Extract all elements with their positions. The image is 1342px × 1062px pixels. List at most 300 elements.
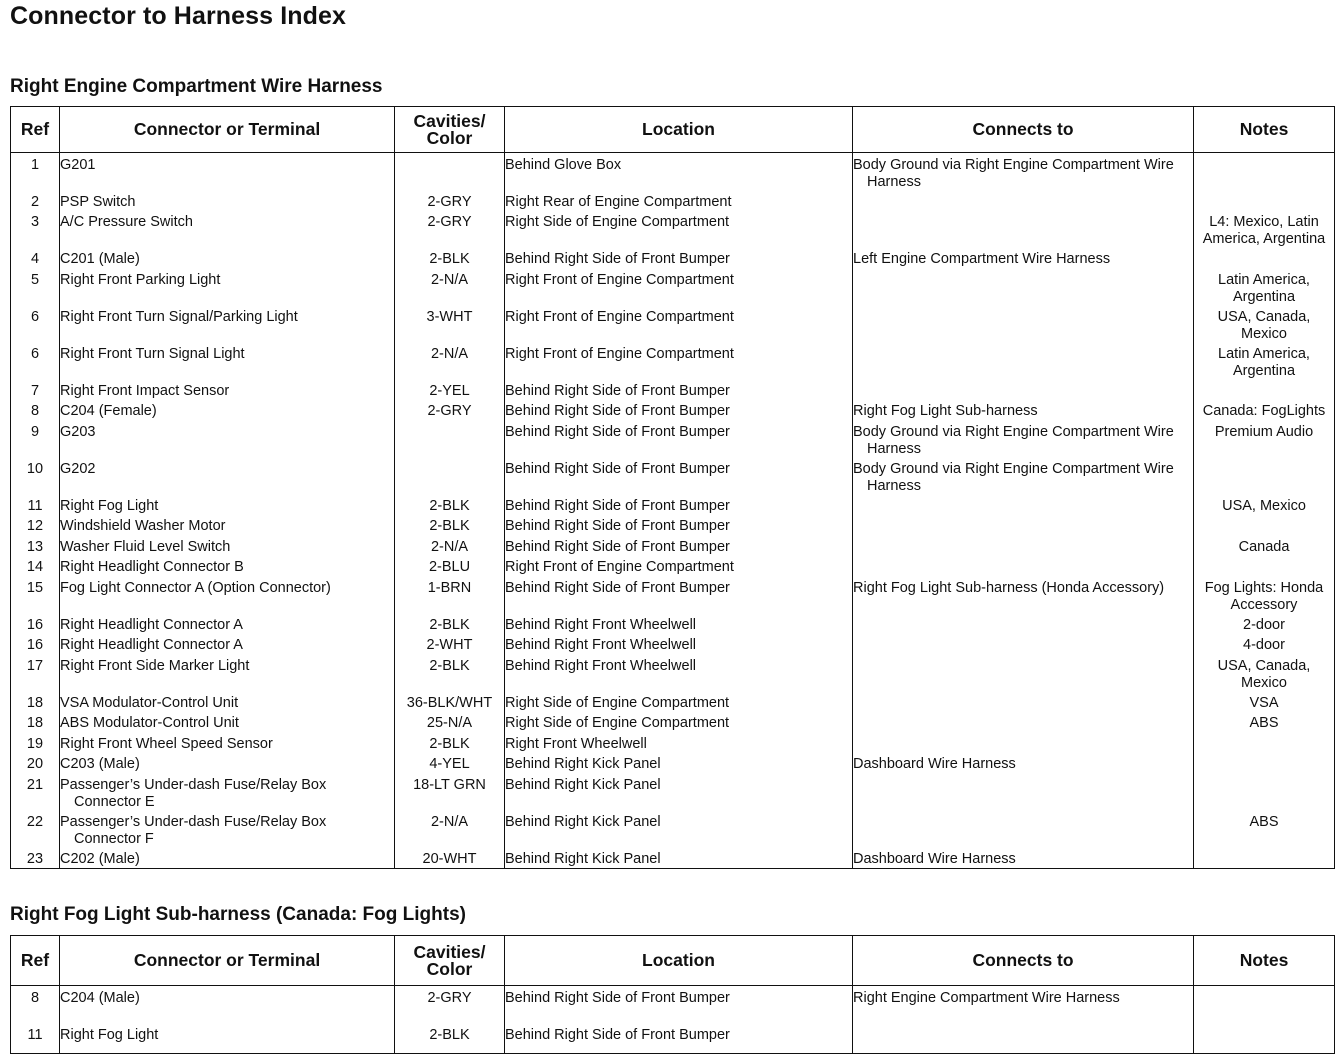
cell-ref bbox=[11, 346, 60, 383]
cell-cavities-text: 2-GRY bbox=[427, 193, 472, 210]
cell-cavities-text: 2-N/A bbox=[430, 813, 469, 830]
cell-notes bbox=[1194, 777, 1335, 814]
cell-ref-text: 10 bbox=[26, 460, 44, 477]
cell-connector bbox=[60, 518, 395, 539]
cell-location bbox=[505, 461, 853, 498]
cell-connector-text: PSP Switch bbox=[60, 193, 136, 210]
cell-ref bbox=[11, 518, 60, 539]
cell-cavities bbox=[395, 518, 505, 539]
cell-ref-text: 6 bbox=[30, 345, 40, 362]
cell-location bbox=[505, 695, 853, 716]
cell-connects-to-text: Dashboard Wire Harness bbox=[853, 850, 1016, 867]
cell-connector-text: Passenger’s Under-dash Fuse/Relay Box Connector E bbox=[60, 776, 327, 810]
cell-connector bbox=[60, 403, 395, 424]
cell-connector bbox=[60, 153, 395, 194]
cell-connects-to bbox=[853, 986, 1194, 1027]
column-header-location: Location bbox=[505, 107, 853, 153]
cell-connects-to bbox=[853, 272, 1194, 309]
cell-ref bbox=[11, 559, 60, 580]
cell-notes-text: 4-door bbox=[1243, 637, 1285, 653]
table-row bbox=[11, 424, 1335, 461]
cell-notes-text: Latin America, Argentina bbox=[1218, 271, 1310, 305]
cell-ref bbox=[11, 403, 60, 424]
table-row bbox=[11, 498, 1335, 519]
cell-location-text: Behind Right Side of Front Bumper bbox=[505, 382, 730, 399]
cell-cavities bbox=[395, 777, 505, 814]
cell-notes bbox=[1194, 403, 1335, 424]
cell-ref-text: 15 bbox=[26, 579, 44, 596]
table-row bbox=[11, 986, 1335, 1027]
cell-cavities-text: 2-GRY bbox=[427, 214, 472, 230]
cell-location-text: Right Side of Engine Compartment bbox=[505, 715, 730, 731]
cell-notes bbox=[1194, 461, 1335, 498]
cell-connector-text: G202 bbox=[60, 460, 96, 477]
cell-notes-text: VSA bbox=[1249, 694, 1279, 711]
table-row bbox=[11, 309, 1335, 346]
cell-ref bbox=[11, 251, 60, 272]
cell-ref-text: 7 bbox=[30, 382, 40, 399]
cell-ref-text: 21 bbox=[26, 776, 44, 793]
cell-cavities bbox=[395, 251, 505, 272]
cell-cavities bbox=[395, 1027, 505, 1054]
table-row bbox=[11, 814, 1335, 851]
cell-connects-to bbox=[853, 194, 1194, 215]
column-header-notes: Notes bbox=[1194, 107, 1335, 153]
table-row bbox=[11, 851, 1335, 869]
cell-cavities bbox=[395, 637, 505, 658]
cell-cavities bbox=[395, 403, 505, 424]
cell-connects-to-text: Dashboard Wire Harness bbox=[853, 756, 1016, 772]
cell-connector bbox=[60, 851, 395, 869]
cell-connector bbox=[60, 383, 395, 404]
cell-notes-text: Canada: FogLights bbox=[1202, 403, 1326, 419]
cell-ref bbox=[11, 637, 60, 658]
cell-ref bbox=[11, 498, 60, 519]
cell-ref-text: 5 bbox=[30, 271, 40, 288]
cell-ref bbox=[11, 851, 60, 869]
cell-connector bbox=[60, 309, 395, 346]
cell-notes bbox=[1194, 637, 1335, 658]
cell-cavities bbox=[395, 194, 505, 215]
column-header-connector: Connector or Terminal bbox=[60, 107, 395, 153]
cell-ref-text: 16 bbox=[26, 637, 44, 653]
cell-connects-to-text: Body Ground via Right Engine Compartment Wire Harness bbox=[853, 157, 1174, 190]
cell-ref-text: 1 bbox=[30, 157, 40, 173]
cell-ref bbox=[11, 309, 60, 346]
cell-cavities-text: 2-GRY bbox=[427, 403, 472, 419]
cell-connector bbox=[60, 736, 395, 757]
cell-connector-text: Passenger’s Under-dash Fuse/Relay Box Connector F bbox=[60, 813, 327, 847]
cell-ref-text: 8 bbox=[30, 403, 40, 419]
cell-connector bbox=[60, 251, 395, 272]
cell-notes bbox=[1194, 539, 1335, 560]
cell-connects-to bbox=[853, 695, 1194, 716]
cell-ref bbox=[11, 272, 60, 309]
cell-location-text: Behind Right Kick Panel bbox=[505, 756, 661, 772]
cell-connector-text: Right Front Side Marker Light bbox=[60, 657, 250, 674]
cell-notes-text: L4: Mexico, Latin America, Argentina bbox=[1202, 214, 1326, 247]
table-row bbox=[11, 715, 1335, 736]
cell-connector-text: G203 bbox=[60, 423, 96, 440]
cell-notes bbox=[1194, 424, 1335, 461]
cell-connector bbox=[60, 214, 395, 251]
cell-connects-to bbox=[853, 580, 1194, 617]
table-row bbox=[11, 637, 1335, 658]
cell-connector-text: Washer Fluid Level Switch bbox=[60, 538, 231, 555]
cell-notes bbox=[1194, 383, 1335, 404]
cell-location-text: Behind Right Side of Front Bumper bbox=[505, 579, 730, 596]
cell-ref bbox=[11, 539, 60, 560]
cell-location bbox=[505, 637, 853, 658]
cell-location bbox=[505, 498, 853, 519]
cell-location-text: Behind Right Side of Front Bumper bbox=[505, 460, 730, 477]
cell-ref-text: 22 bbox=[26, 813, 44, 830]
cell-location bbox=[505, 580, 853, 617]
cell-location-text: Behind Right Side of Front Bumper bbox=[505, 518, 730, 534]
cell-connects-to bbox=[853, 498, 1194, 519]
cell-notes bbox=[1194, 214, 1335, 251]
cell-cavities-text: 3-WHT bbox=[426, 308, 473, 325]
cell-cavities-text: 2-N/A bbox=[430, 345, 469, 362]
cell-location bbox=[505, 424, 853, 461]
cell-cavities bbox=[395, 346, 505, 383]
cell-notes-text: ABS bbox=[1249, 715, 1279, 731]
column-header-location: Location bbox=[505, 936, 853, 986]
cell-ref-text: 2 bbox=[30, 193, 40, 210]
cell-notes bbox=[1194, 814, 1335, 851]
cell-ref bbox=[11, 153, 60, 194]
cell-cavities-text: 20-WHT bbox=[422, 850, 477, 867]
cell-connector-text: Right Headlight Connector A bbox=[60, 637, 243, 653]
table-body bbox=[11, 153, 1335, 869]
cell-location-text: Behind Glove Box bbox=[505, 157, 622, 173]
cell-connector-text: ABS Modulator-Control Unit bbox=[60, 715, 239, 731]
table-row bbox=[11, 777, 1335, 814]
cell-cavities-text: 2-BLK bbox=[429, 735, 470, 752]
table-row bbox=[11, 403, 1335, 424]
cell-connects-to bbox=[853, 153, 1194, 194]
cell-cavities-text: 2-BLK bbox=[429, 518, 470, 534]
cell-location-text: Right Front of Engine Compartment bbox=[505, 345, 734, 362]
cell-cavities-text: 4-YEL bbox=[429, 756, 470, 772]
cell-connector-text: VSA Modulator-Control Unit bbox=[60, 694, 239, 711]
cell-ref bbox=[11, 756, 60, 777]
cell-connector-text: Right Headlight Connector A bbox=[60, 616, 243, 633]
cell-connector bbox=[60, 756, 395, 777]
cell-location bbox=[505, 403, 853, 424]
cell-cavities-text: 25-N/A bbox=[426, 715, 473, 731]
cell-location bbox=[505, 1027, 853, 1054]
cell-connects-to bbox=[853, 539, 1194, 560]
cell-ref bbox=[11, 383, 60, 404]
cell-ref-text: 11 bbox=[27, 497, 43, 514]
cell-notes bbox=[1194, 1027, 1335, 1054]
cell-connects-to bbox=[853, 461, 1194, 498]
cell-location-text: Behind Right Side of Front Bumper bbox=[505, 497, 730, 514]
cell-connector bbox=[60, 559, 395, 580]
table-row bbox=[11, 736, 1335, 757]
cell-notes-text: USA, Canada, Mexico bbox=[1217, 657, 1311, 691]
column-header-ref: Ref bbox=[11, 936, 60, 986]
cell-connector bbox=[60, 695, 395, 716]
cell-connector bbox=[60, 498, 395, 519]
cell-ref-text: 23 bbox=[26, 850, 44, 867]
cell-cavities-text: 2-WHT bbox=[426, 637, 473, 653]
column-header-ref: Ref bbox=[11, 107, 60, 153]
table-row bbox=[11, 518, 1335, 539]
cell-notes-text: USA, Canada, Mexico bbox=[1217, 308, 1311, 342]
cell-ref bbox=[11, 715, 60, 736]
cell-location bbox=[505, 251, 853, 272]
cell-cavities-text: 2-BLK bbox=[429, 657, 470, 674]
cell-connects-to bbox=[853, 777, 1194, 814]
cell-connector bbox=[60, 461, 395, 498]
cell-notes-text: USA, Mexico bbox=[1222, 497, 1306, 514]
cell-location bbox=[505, 777, 853, 814]
table-row bbox=[11, 1027, 1335, 1054]
cell-connects-to bbox=[853, 403, 1194, 424]
cell-location bbox=[505, 383, 853, 404]
cell-cavities bbox=[395, 756, 505, 777]
cell-cavities bbox=[395, 424, 505, 461]
table-row bbox=[11, 383, 1335, 404]
cell-connector-text: Right Headlight Connector B bbox=[60, 559, 244, 575]
cell-connector-text: Right Front Wheel Speed Sensor bbox=[60, 735, 273, 752]
cell-connects-to bbox=[853, 424, 1194, 461]
cell-ref bbox=[11, 736, 60, 757]
harness-table-right-engine-compartment bbox=[10, 106, 1335, 869]
cell-notes bbox=[1194, 736, 1335, 757]
cell-cavities bbox=[395, 851, 505, 869]
cell-ref bbox=[11, 461, 60, 498]
cell-ref bbox=[11, 658, 60, 695]
table-row bbox=[11, 617, 1335, 638]
cell-cavities bbox=[395, 617, 505, 638]
cell-cavities bbox=[395, 383, 505, 404]
cell-ref-text: 4 bbox=[30, 251, 40, 267]
table-row bbox=[11, 756, 1335, 777]
cell-connects-to bbox=[853, 1027, 1194, 1054]
cell-connects-to bbox=[853, 251, 1194, 272]
cell-location bbox=[505, 617, 853, 638]
cell-location bbox=[505, 736, 853, 757]
cell-location bbox=[505, 756, 853, 777]
cell-cavities bbox=[395, 461, 505, 498]
cell-cavities bbox=[395, 986, 505, 1027]
section-title-right-fog-light-sub-harness: Right Fog Light Sub-harness (Canada: Fog Lights) bbox=[10, 904, 466, 925]
cell-cavities-text: 1-BRN bbox=[427, 579, 472, 596]
cell-connects-to bbox=[853, 346, 1194, 383]
column-header-cavities: Cavities/ Color bbox=[395, 107, 505, 153]
cell-notes-text: Latin America, Argentina bbox=[1218, 345, 1310, 379]
cell-connects-to-text: Left Engine Compartment Wire Harness bbox=[853, 251, 1111, 267]
cell-connector bbox=[60, 715, 395, 736]
table-row bbox=[11, 251, 1335, 272]
cell-ref bbox=[11, 695, 60, 716]
cell-location bbox=[505, 658, 853, 695]
cell-location-text: Behind Right Front Wheelwell bbox=[505, 657, 697, 674]
cell-location-text: Right Rear of Engine Compartment bbox=[505, 193, 732, 210]
cell-notes bbox=[1194, 498, 1335, 519]
cell-cavities-text: 18-LT GRN bbox=[413, 776, 486, 793]
cell-connector bbox=[60, 814, 395, 851]
cell-connector-text: Right Fog Light bbox=[60, 497, 159, 514]
cell-ref-text: 11 bbox=[27, 1026, 43, 1043]
cell-location bbox=[505, 851, 853, 869]
cell-notes bbox=[1194, 658, 1335, 695]
cell-connector bbox=[60, 617, 395, 638]
cell-connects-to bbox=[853, 214, 1194, 251]
cell-connects-to-text: Body Ground via Right Engine Compartment Wire Harness bbox=[853, 423, 1174, 457]
cell-connects-to bbox=[853, 383, 1194, 404]
table-row bbox=[11, 272, 1335, 309]
cell-connector bbox=[60, 777, 395, 814]
cell-notes bbox=[1194, 153, 1335, 194]
cell-location-text: Right Front of Engine Compartment bbox=[505, 559, 734, 575]
cell-location bbox=[505, 272, 853, 309]
column-header-connects-to: Connects to bbox=[853, 107, 1194, 153]
cell-connector-text: C201 (Male) bbox=[60, 251, 140, 267]
cell-cavities bbox=[395, 559, 505, 580]
cell-connects-to bbox=[853, 518, 1194, 539]
cell-connector bbox=[60, 1027, 395, 1054]
cell-ref-text: 18 bbox=[26, 694, 44, 711]
cell-notes bbox=[1194, 272, 1335, 309]
cell-ref-text: 16 bbox=[26, 616, 44, 633]
cell-connector bbox=[60, 658, 395, 695]
cell-cavities bbox=[395, 153, 505, 194]
cell-ref-text: 13 bbox=[26, 538, 44, 555]
cell-connects-to-text: Right Fog Light Sub-harness (Honda Accessory) bbox=[853, 579, 1165, 596]
cell-ref bbox=[11, 986, 60, 1027]
cell-notes bbox=[1194, 559, 1335, 580]
section-title-right-engine-compartment: Right Engine Compartment Wire Harness bbox=[10, 76, 383, 97]
cell-location-text: Behind Right Front Wheelwell bbox=[505, 616, 697, 633]
cell-location-text: Behind Right Side of Front Bumper bbox=[505, 990, 730, 1006]
cell-location bbox=[505, 986, 853, 1027]
cell-notes-text: Fog Lights: Honda Accessory bbox=[1204, 579, 1324, 613]
cell-location-text: Behind Right Side of Front Bumper bbox=[505, 538, 730, 555]
cell-location-text: Behind Right Kick Panel bbox=[505, 813, 661, 830]
table-row bbox=[11, 695, 1335, 716]
cell-connects-to bbox=[853, 715, 1194, 736]
cell-connector-text: G201 bbox=[60, 157, 96, 173]
cell-connector bbox=[60, 580, 395, 617]
cell-notes bbox=[1194, 617, 1335, 638]
cell-notes bbox=[1194, 346, 1335, 383]
cell-cavities-text: 2-N/A bbox=[430, 271, 469, 288]
table-body bbox=[11, 986, 1335, 1054]
cell-connects-to bbox=[853, 814, 1194, 851]
cell-ref-text: 6 bbox=[30, 308, 40, 325]
cell-connects-to bbox=[853, 851, 1194, 869]
cell-connector bbox=[60, 424, 395, 461]
cell-ref-text: 17 bbox=[26, 657, 44, 674]
table-row bbox=[11, 214, 1335, 251]
cell-ref-text: 19 bbox=[26, 735, 44, 752]
cell-notes bbox=[1194, 309, 1335, 346]
cell-connects-to bbox=[853, 559, 1194, 580]
cell-connects-to-text: Right Fog Light Sub-harness bbox=[853, 403, 1038, 419]
cell-location bbox=[505, 346, 853, 383]
cell-location bbox=[505, 518, 853, 539]
cell-location bbox=[505, 539, 853, 560]
cell-connector-text: Right Front Impact Sensor bbox=[60, 382, 230, 399]
cell-ref-text: 20 bbox=[26, 756, 44, 772]
cell-connector-text: C204 (Female) bbox=[60, 403, 157, 419]
cell-cavities-text: 2-BLK bbox=[429, 497, 470, 514]
cell-cavities-text: 2-N/A bbox=[430, 538, 469, 555]
cell-notes bbox=[1194, 580, 1335, 617]
column-header-connector: Connector or Terminal bbox=[60, 936, 395, 986]
table-row bbox=[11, 539, 1335, 560]
cell-connector-text: Right Front Parking Light bbox=[60, 271, 221, 288]
cell-connector-text: A/C Pressure Switch bbox=[60, 214, 193, 230]
cell-connects-to bbox=[853, 736, 1194, 757]
cell-ref bbox=[11, 814, 60, 851]
cell-connector-text: Right Fog Light bbox=[60, 1026, 159, 1043]
cell-location bbox=[505, 153, 853, 194]
cell-connects-to-text: Body Ground via Right Engine Compartment Wire Harness bbox=[853, 460, 1174, 494]
cell-location-text: Behind Right Side of Front Bumper bbox=[505, 251, 730, 267]
cell-connector bbox=[60, 986, 395, 1027]
cell-location bbox=[505, 214, 853, 251]
cell-cavities-text: 2-BLK bbox=[429, 616, 470, 633]
cell-location bbox=[505, 309, 853, 346]
cell-location-text: Behind Right Front Wheelwell bbox=[505, 637, 697, 653]
cell-ref bbox=[11, 214, 60, 251]
cell-location-text: Right Side of Engine Compartment bbox=[505, 214, 730, 230]
table-row bbox=[11, 559, 1335, 580]
table-row bbox=[11, 580, 1335, 617]
cell-ref-text: 12 bbox=[26, 518, 44, 534]
cell-notes bbox=[1194, 194, 1335, 215]
cell-location bbox=[505, 814, 853, 851]
cell-ref-text: 14 bbox=[26, 559, 44, 575]
cell-location-text: Right Front of Engine Compartment bbox=[505, 271, 734, 288]
cell-connects-to bbox=[853, 756, 1194, 777]
cell-cavities bbox=[395, 814, 505, 851]
cell-cavities bbox=[395, 272, 505, 309]
cell-ref bbox=[11, 777, 60, 814]
cell-cavities bbox=[395, 715, 505, 736]
cell-connector-text: Right Front Turn Signal/Parking Light bbox=[60, 308, 298, 325]
table-header-row bbox=[11, 936, 1335, 986]
cell-ref-text: 18 bbox=[26, 715, 44, 731]
cell-ref-text: 8 bbox=[30, 990, 40, 1006]
cell-connects-to bbox=[853, 637, 1194, 658]
cell-cavities bbox=[395, 498, 505, 519]
table-header-row bbox=[11, 107, 1335, 153]
cell-connects-to bbox=[853, 617, 1194, 638]
cell-connector-text: C204 (Male) bbox=[60, 990, 140, 1006]
table-row bbox=[11, 461, 1335, 498]
cell-ref bbox=[11, 617, 60, 638]
cell-connector-text: Right Front Turn Signal Light bbox=[60, 345, 245, 362]
cell-location-text: Right Front Wheelwell bbox=[505, 735, 647, 752]
cell-cavities bbox=[395, 214, 505, 251]
cell-notes bbox=[1194, 518, 1335, 539]
cell-ref bbox=[11, 1027, 60, 1054]
table-row bbox=[11, 346, 1335, 383]
cell-connects-to-text: Right Engine Compartment Wire Harness bbox=[853, 990, 1120, 1006]
cell-location-text: Behind Right Side of Front Bumper bbox=[505, 1026, 730, 1043]
table-row bbox=[11, 658, 1335, 695]
cell-notes-text: ABS bbox=[1249, 813, 1279, 830]
cell-notes bbox=[1194, 851, 1335, 869]
table-row bbox=[11, 194, 1335, 215]
column-header-connects-to: Connects to bbox=[853, 936, 1194, 986]
